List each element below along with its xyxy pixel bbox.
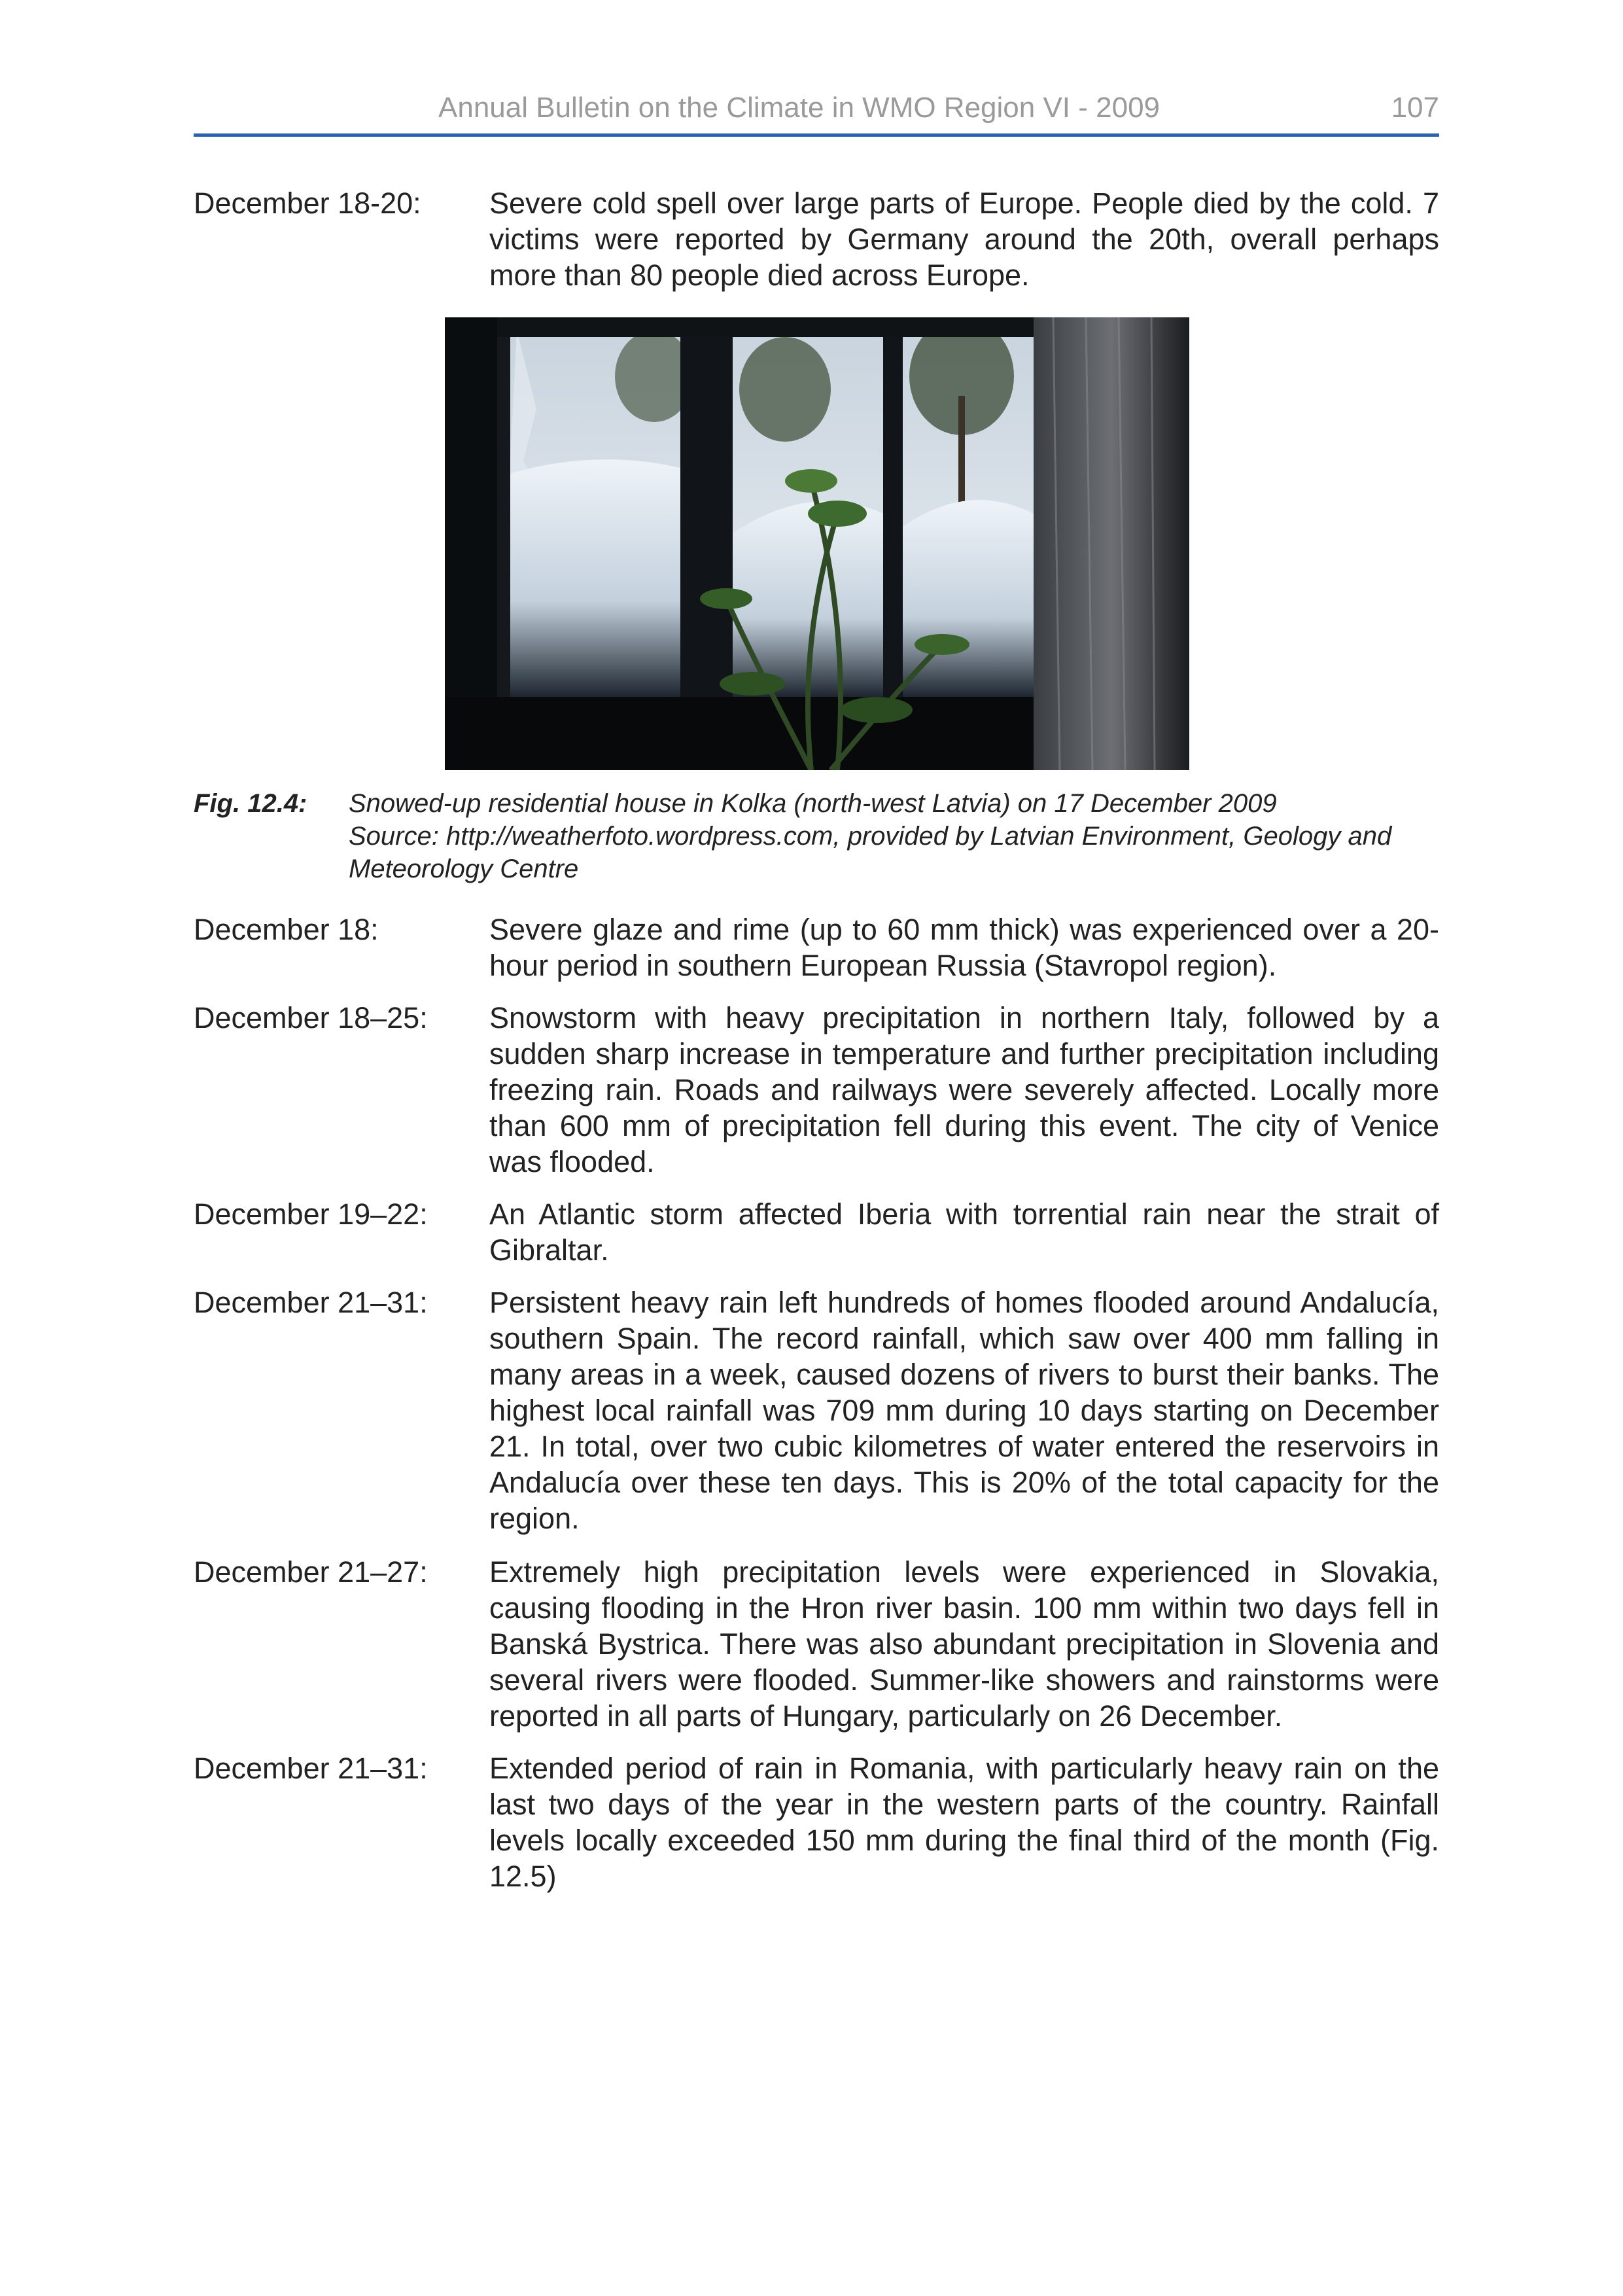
event-date: December 21–27: bbox=[194, 1555, 428, 1589]
caption-line: Snowed-up residential house in Kolka (north-west Latvia) on 17 December 2009 bbox=[349, 789, 1277, 818]
figure-photo bbox=[445, 317, 1189, 770]
event-description: Persistent heavy rain left hundreds of homes flooded around Andalucía, southern Spain. The record rainfall, which saw over 400 mm falling in many areas in a week, caused dozens of rivers to burst their banks. The highest local rainfall was 709 mm during 10 days starting on December 21. In total, over two cubic kilometres of water entered the reservoirs in Andalucía over these ten days. This is 20% of the total capacity for the region. bbox=[489, 1286, 1439, 1535]
event-date: December 18-20: bbox=[194, 186, 421, 220]
event-entry bbox=[194, 1284, 1439, 1536]
event-date: December 18–25: bbox=[194, 1001, 428, 1034]
event-entry bbox=[194, 1196, 1439, 1268]
caption-source-line: Meteorology Centre bbox=[349, 855, 579, 883]
event-entry bbox=[194, 1000, 1439, 1180]
figure-caption bbox=[194, 787, 1439, 885]
header-title: Annual Bulletin on the Climate in WMO Region VI - 2009 bbox=[438, 92, 1161, 124]
event-description: Extremely high precipitation levels were experienced in Slovakia, causing flooding in the Hron river basin. 100 mm within two days fell in Banská Bystrica. There was also abundant precipitation in Slovenia and several rivers were flooded. Summer-like showers and rainstorms were reported in all parts of Hungary, particularly on 26 December. bbox=[489, 1555, 1439, 1733]
event-description: Extended period of rain in Romania, with particularly heavy rain on the last two days of the year in the western parts of the country. Rainfall levels locally exceeded 150 mm during the final third of the month (Fig. 12.5) bbox=[489, 1752, 1439, 1893]
event-entry bbox=[194, 1750, 1439, 1894]
event-date: December 18: bbox=[194, 913, 379, 946]
caption-source-line: Source: http://weatherfoto.wordpress.com, provided by Latvian Environment, Geology and bbox=[349, 822, 1392, 851]
event-entry bbox=[194, 185, 1439, 293]
event-date: December 21–31: bbox=[194, 1752, 428, 1785]
page-number: 107 bbox=[1391, 92, 1439, 124]
event-entry bbox=[194, 911, 1439, 983]
figure-label: Fig. 12.4: bbox=[194, 789, 307, 818]
event-description: Severe cold spell over large parts of Europe. People died by the cold. 7 victims were reported by Germany around the 20th, overall perhaps more than 80 people died across Europe. bbox=[489, 186, 1439, 292]
event-entry bbox=[194, 1554, 1439, 1734]
event-date: December 21–31: bbox=[194, 1286, 428, 1319]
event-date: December 19–22: bbox=[194, 1197, 428, 1231]
event-description: Severe glaze and rime (up to 60 mm thick) was experienced over a 20-hour period in southern European Russia (Stavropol region). bbox=[489, 913, 1439, 982]
page-header bbox=[194, 89, 1439, 137]
event-description: Snowstorm with heavy precipitation in northern Italy, followed by a sudden sharp increase in temperature and further precipitation including freezing rain. Roads and railways were severely affected. Locally more than 600 mm of precipitation fell during this event. The city of Venice was flooded. bbox=[489, 1001, 1439, 1178]
event-description: An Atlantic storm affected Iberia with torrential rain near the strait of Gibraltar. bbox=[489, 1197, 1439, 1267]
